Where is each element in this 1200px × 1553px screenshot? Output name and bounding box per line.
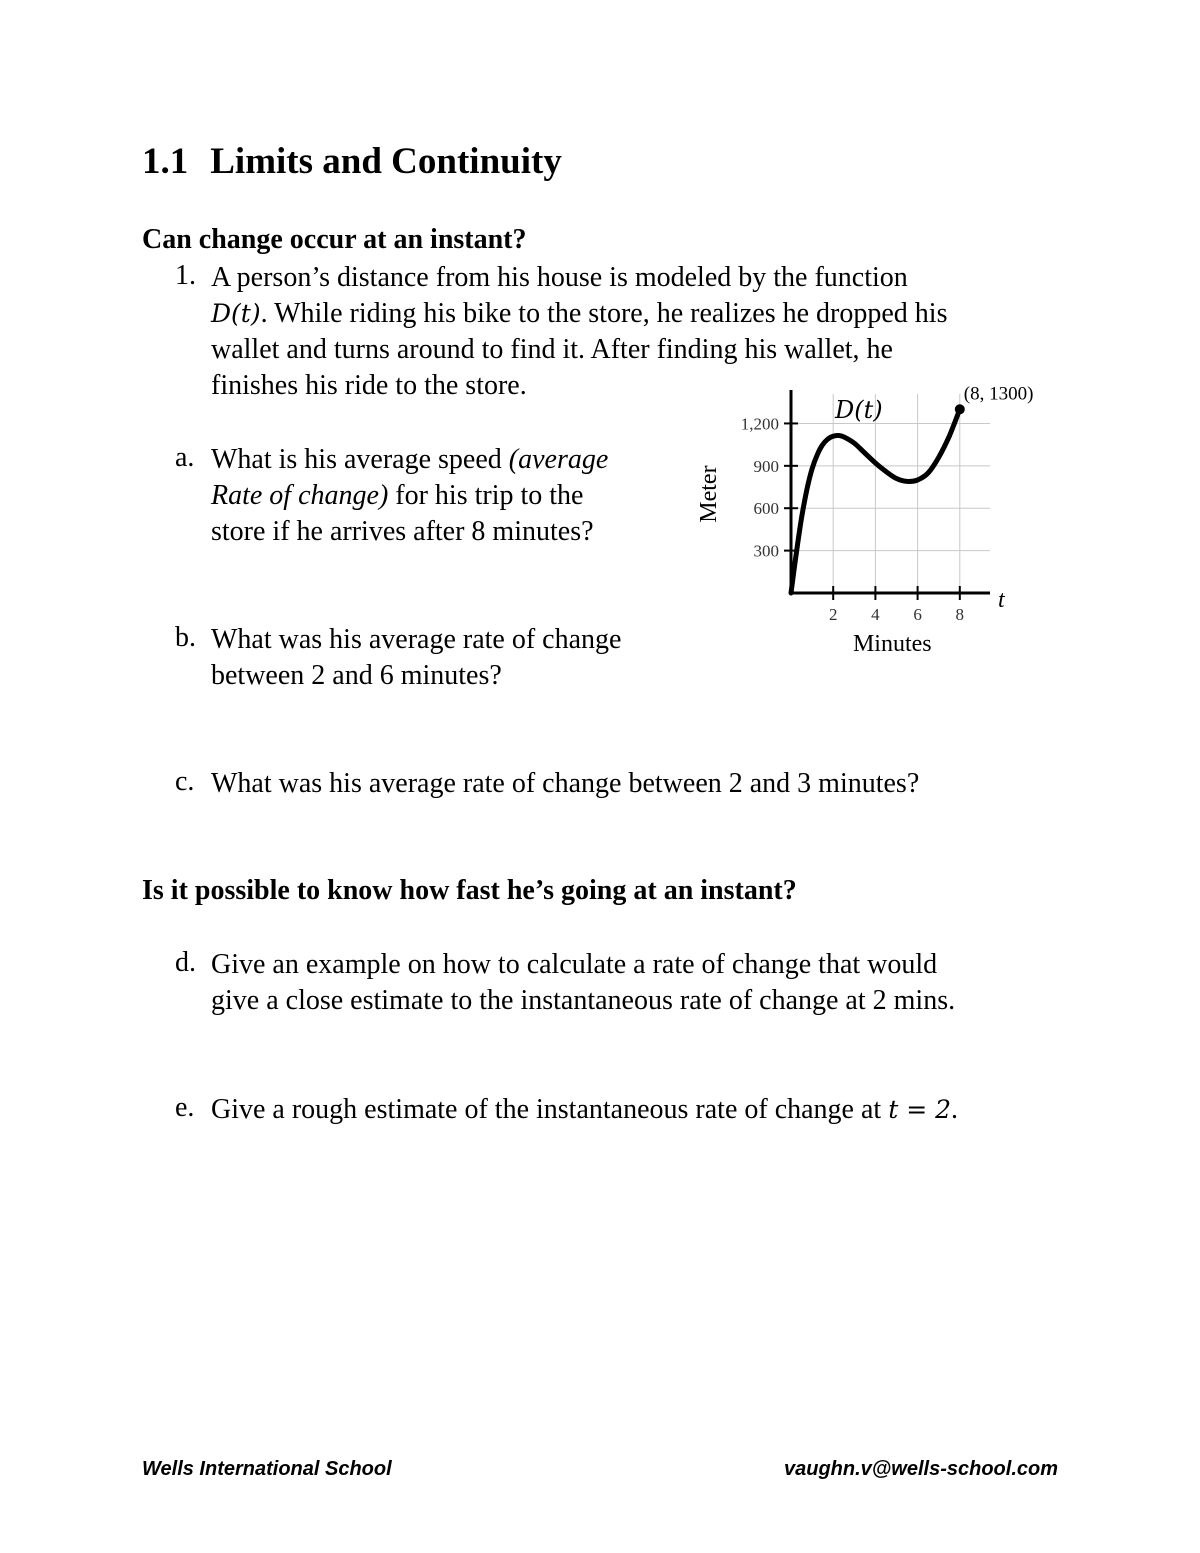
question-d-text [211, 947, 955, 1019]
x-tick-label: 6 [913, 605, 922, 624]
function-symbol: D(t) [211, 299, 261, 328]
question-b-line: What was his average rate of change [211, 624, 622, 655]
footer-school: Wells International School [142, 1458, 392, 1480]
question-a-line [211, 478, 608, 514]
question-1-line: finishes his ride to the store. [211, 370, 527, 401]
section-title: Limits and Continuity [210, 141, 562, 182]
question-c-line: What was his average rate of change between 2 and 3 minutes? [211, 768, 920, 799]
section-heading-instant: Is it possible to know how fast he’s going at an instant? [142, 875, 797, 906]
question-a-l2b: for his trip to the [388, 480, 584, 511]
y-tick-label: 1,200 [740, 414, 779, 434]
question-1-line: wallet and turns around to find it. After finding his wallet, he [211, 334, 893, 365]
question-e-text [211, 1092, 958, 1128]
grid [791, 394, 990, 593]
endpoint-label: (8, 1300) [963, 383, 1034, 405]
distance-graph [680, 380, 1060, 670]
question-1-line: A person’s distance from his house is modeled by the function [211, 262, 908, 293]
question-a-l1a: What is his average speed [211, 444, 509, 475]
section-heading-change: Can change occur at an instant? [142, 224, 527, 255]
question-b-marker: b. [175, 622, 196, 653]
question-e-line [211, 1092, 958, 1128]
question-1-line [211, 296, 947, 332]
question-e-math: t = 2 [888, 1095, 951, 1124]
question-a-text [211, 442, 608, 550]
question-e-marker: e. [175, 1092, 195, 1123]
question-a-line: store if he arrives after 8 minutes? [211, 516, 594, 547]
x-tick-label: 8 [955, 605, 965, 624]
question-d-line: give a close estimate to the instantaneous rate of change at 2 mins. [211, 985, 956, 1016]
question-e-end: . [951, 1094, 958, 1125]
question-a-marker: a. [175, 442, 195, 473]
question-a-line [211, 442, 608, 478]
question-d-line: Give an example on how to calculate a rate of change that would [211, 949, 938, 980]
function-label: D(t) [835, 396, 883, 424]
y-tick-label: 900 [753, 456, 779, 476]
question-d-marker: d. [175, 947, 196, 978]
x-axis-label: Minutes [852, 631, 932, 657]
x-axis-variable: t [998, 587, 1005, 613]
question-e-prefix: Give a rough estimate of the instantaneous rate of change at [211, 1094, 889, 1125]
question-1-marker: 1. [175, 260, 196, 291]
y-tick-label: 300 [753, 541, 779, 561]
endpoint-dot [955, 404, 965, 414]
x-tick-label: 2 [828, 605, 838, 624]
x-tick-label: 4 [871, 605, 880, 624]
question-b-line: between 2 and 6 minutes? [211, 660, 502, 691]
question-1-line-rest: . While riding his bike to the store, he realizes he dropped his [260, 298, 948, 329]
question-a-l1b: (average [508, 444, 609, 475]
section-number: 1.1 [142, 141, 189, 182]
question-b-text [211, 622, 621, 694]
footer-email: vaughn.v@wells-school.com [784, 1458, 1059, 1480]
question-c-text [211, 766, 919, 802]
y-tick-label: 600 [753, 499, 779, 519]
question-c-marker: c. [175, 766, 195, 797]
question-a-l2a: Rate of change) [211, 480, 389, 511]
page-title [142, 140, 562, 183]
y-axis-label: Meter [696, 465, 722, 523]
